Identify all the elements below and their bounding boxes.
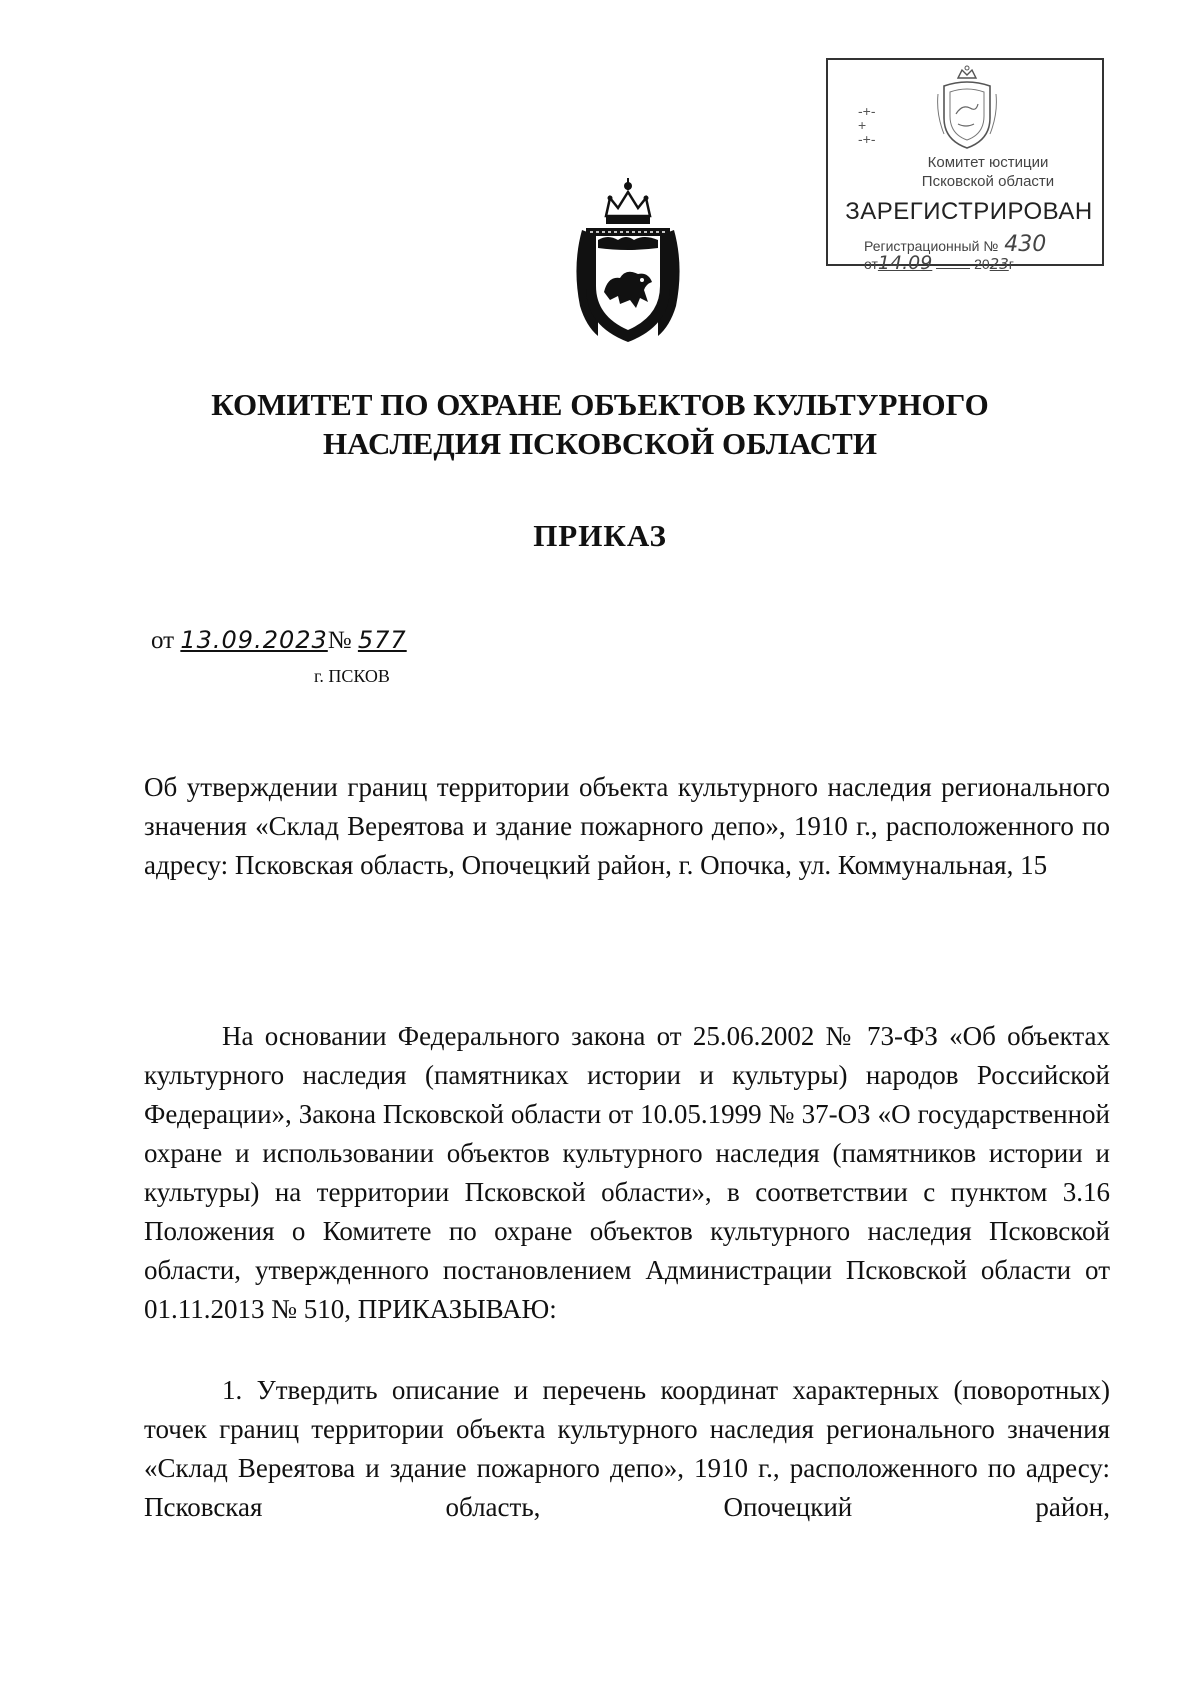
pskov-coat-of-arms-icon bbox=[568, 176, 688, 346]
order-subject: Об утверждении границ территории объекта культурного наследия регионального значения «Склад Вереятова и здание пожарного депо», 1910 г., расположенного по адресу: Псковская область, Опочецкий район, г. Опочка, ул. Коммунальная, 15 bbox=[144, 772, 1110, 880]
organization-title: КОМИТЕТ ПО ОХРАНЕ ОБЪЕКТОВ КУЛЬТУРНОГО НАСЛЕДИЯ ПСКОВСКОЙ ОБЛАСТИ bbox=[211, 387, 989, 461]
registration-stamp bbox=[826, 58, 1104, 274]
stamp-date-gap bbox=[936, 268, 970, 269]
stamp-reg-label: Регистрационный № bbox=[864, 238, 999, 254]
stamp-date-prefix: от bbox=[864, 256, 878, 272]
stamp-year-prefix: 20 bbox=[974, 256, 990, 272]
order-number: 577 bbox=[357, 626, 407, 654]
order-date-prefix: от bbox=[151, 627, 175, 654]
stamp-reg-number: 430 bbox=[1004, 232, 1047, 257]
stamp-year-suffix: 23 bbox=[989, 255, 1009, 273]
stamp-year-unit: г bbox=[1008, 256, 1014, 272]
stamp-coat-of-arms-icon bbox=[934, 64, 1000, 152]
order-date-number bbox=[151, 626, 407, 655]
stamp-org-line-2: Псковской области bbox=[921, 173, 1055, 190]
order-city: г. ПСКОВ bbox=[314, 666, 390, 686]
stamp-org-line-1: Комитет юстиции bbox=[927, 154, 1049, 171]
order-item-1: 1. Утвердить описание и перечень координат характерных (поворотных) точек границ территории объекта культурного наследия регионального значения «Склад Вереятова и здание пожарного депо», 1910 г., расположенного по адресу: Псковская область, Опочецкий район, bbox=[144, 1375, 1110, 1522]
stamp-date-value: 14.09 bbox=[877, 252, 933, 274]
document-type: ПРИКАЗ bbox=[533, 518, 667, 553]
stamp-date-line bbox=[864, 252, 1014, 274]
order-number-sign: № bbox=[327, 627, 352, 654]
stamp-status: ЗАРЕГИСТРИРОВАН bbox=[845, 198, 1093, 225]
order-date: 13.09.2023 bbox=[180, 626, 328, 654]
order-basis-paragraph: На основании Федерального закона от 25.06.2002 № 73-ФЗ «Об объектах культурного наследия (памятниках истории и культуры) народов Российской Федерации», Закона Псковской области от 10.05.1999 № 37-ОЗ «О государственной охране и использовании объектов культурного наследия (памятников истории и культуры) на территории Псковской области», в соответствии с пунктом 3.16 Положения о Комитете по охране объектов культурного наследия Псковской области, утвержденного постановлением Администрации Псковской области от 01.11.2013 № 510, ПРИКАЗЫВАЮ: bbox=[144, 1021, 1110, 1324]
stamp-marks: -+- + -+- bbox=[858, 103, 876, 147]
